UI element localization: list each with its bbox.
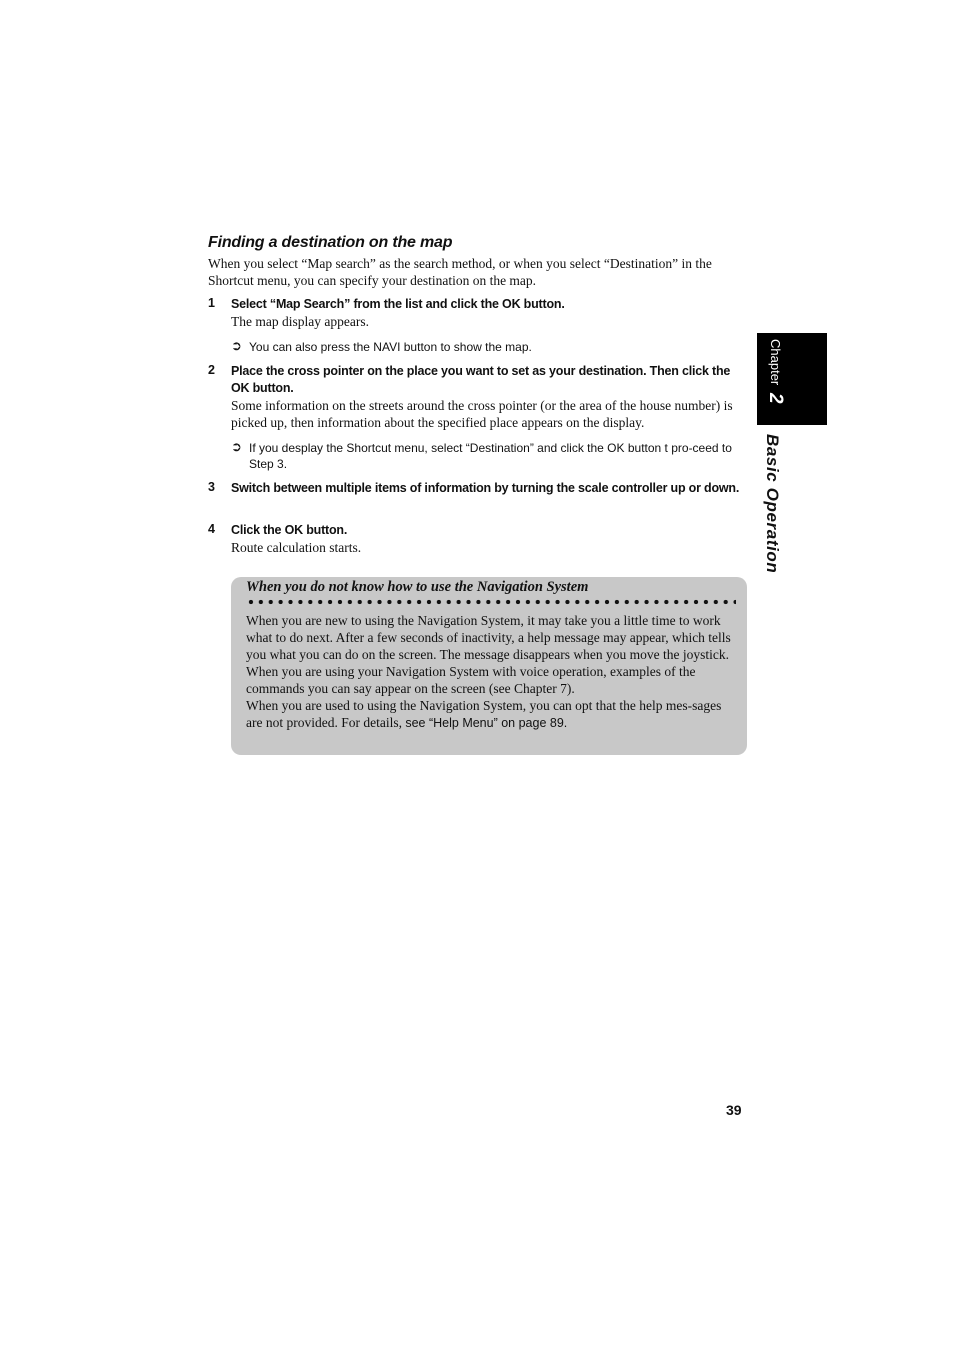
dotted-divider bbox=[246, 599, 736, 605]
info-box-body bbox=[246, 612, 741, 732]
chapter-title: Basic Operation bbox=[763, 434, 782, 574]
step-1-note-text: You can also press the NAVI button to show the map. bbox=[249, 340, 532, 354]
info-box bbox=[231, 577, 747, 755]
step-1-body: The map display appears. bbox=[231, 314, 369, 329]
step-4-number: 4 bbox=[208, 522, 215, 536]
section-intro: When you select “Map search” as the search method, or when you select “Destination” in the Shortcut menu, you can specify your destination on the map. bbox=[208, 256, 712, 288]
arrow-note-icon: ➲ bbox=[231, 338, 242, 353]
step-1-note bbox=[231, 339, 741, 355]
info-paragraph-3 bbox=[246, 697, 741, 732]
step-2-number: 2 bbox=[208, 363, 215, 377]
section-title: Finding a destination on the map bbox=[208, 234, 453, 251]
step-2-body: Some information on the streets around the cross pointer (or the area of the house number) is picked up, then information about the specified place appears on the display. bbox=[231, 398, 733, 430]
info-paragraph-2: When you are using your Navigation System with voice operation, examples of the commands you can say appear on the screen (see Chapter 7). bbox=[246, 664, 696, 696]
page-number: 39 bbox=[726, 1102, 742, 1118]
step-3-title: Switch between multiple items of information by turning the scale controller up or down. bbox=[231, 481, 740, 495]
info-box-title: When you do not know how to use the Navigation System bbox=[246, 579, 589, 595]
step-4-title: Click the OK button. bbox=[231, 523, 348, 537]
help-menu-reference: see “Help Menu” on page 89. bbox=[405, 716, 568, 730]
chapter-label: Chapter bbox=[768, 339, 783, 386]
step-2-note-text: If you desplay the Shortcut menu, select “Destination” and click the OK button t pro-ceed to Step 3. bbox=[249, 441, 732, 471]
info-paragraph-1: When you are new to using the Navigation System, it may take you a little time to work what to do next. After a few seconds of inactivity, a help message may appear, which tells you what you can do on the screen. The message disappears when you move the joystick. bbox=[246, 613, 731, 662]
info-paragraph-3-text: When you are used to using the Navigation System, you can opt that the help mes-sages are not provided. For details, bbox=[246, 698, 722, 730]
chapter-number: 2 bbox=[765, 392, 786, 404]
step-3-number: 3 bbox=[208, 480, 215, 494]
step-2-note bbox=[231, 440, 741, 472]
step-4-body: Route calculation starts. bbox=[231, 540, 362, 555]
step-2-title: Place the cross pointer on the place you want to set as your destination. Then click the OK button. bbox=[231, 364, 731, 395]
step-1-title: Select “Map Search” from the list and click the OK button. bbox=[231, 297, 565, 311]
step-1-number: 1 bbox=[208, 296, 215, 310]
arrow-note-icon: ➲ bbox=[231, 439, 242, 454]
chapter-tab bbox=[757, 333, 827, 425]
